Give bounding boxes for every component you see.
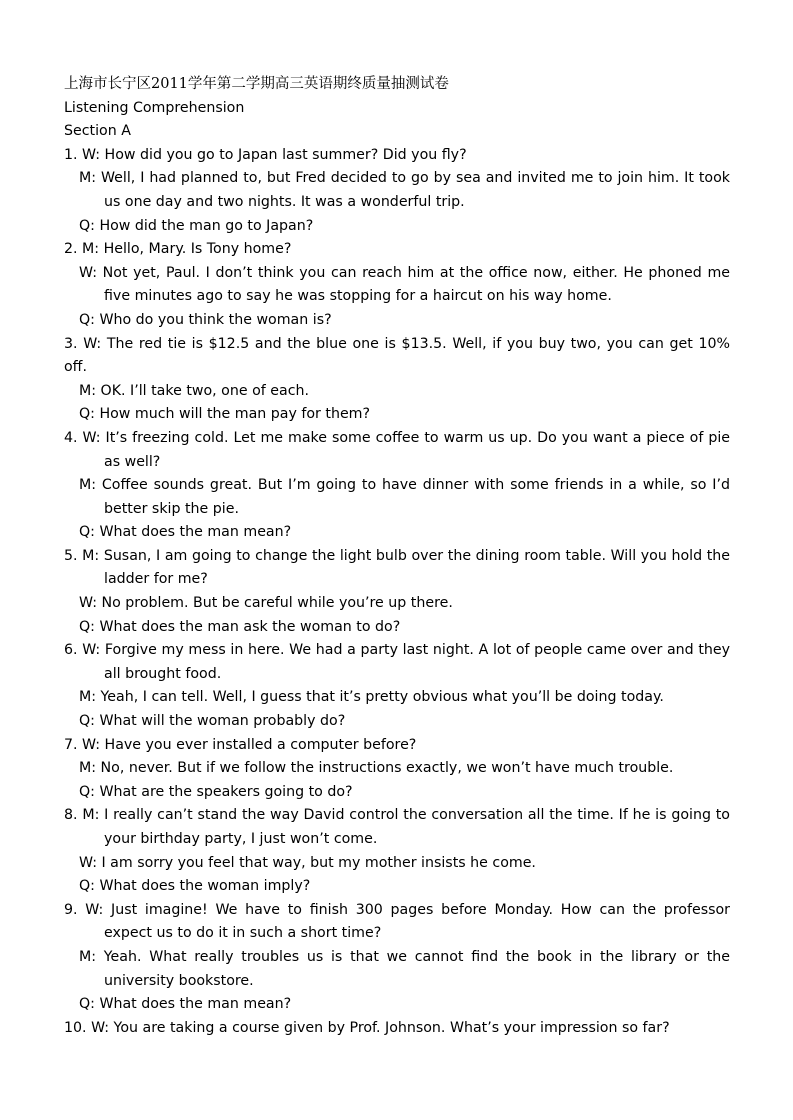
- dialogue-reply: W: Not yet, Paul. I don’t think you can reach him at the office now, either. He phoned me five minutes ago to say he was stopping for a haircut on his way home.: [79, 264, 730, 305]
- dialogue-question: Q: What does the man ask the woman to do?: [79, 618, 401, 635]
- dialogue-question: Q: How much will the man pay for them?: [79, 406, 371, 423]
- dialogue-item: [64, 545, 730, 639]
- dialogue-item: [64, 238, 730, 332]
- dialogue-reply: M: Coffee sounds great. But I’m going to have dinner with some friends in a while, so I’d better skip the pie.: [79, 477, 730, 517]
- dialogue-question: Q: Who do you think the woman is?: [79, 311, 332, 328]
- dialogue-reply: M: No, never. But if we follow the instructions exactly, we won’t have much trouble.: [79, 760, 674, 777]
- dialogue-item: [64, 1017, 730, 1041]
- dialogue-question: Q: What does the man mean?: [79, 996, 292, 1013]
- dialogue-first-line: 8. M: I really can’t stand the way David control the conversation all the time. If he is going to your birthday party, I just won’t come.: [64, 807, 730, 847]
- dialogue-question: Q: What does the man mean?: [79, 524, 292, 541]
- document-page: [64, 73, 730, 1040]
- dialogue-reply: W: No problem. But be careful while you’re up there.: [79, 595, 453, 612]
- dialogue-first-line: 10. W: You are taking a course given by Prof. Johnson. What’s your impression so far?: [64, 1019, 670, 1036]
- dialogue-first-line: 4. W: It’s freezing cold. Let me make some coffee to warm us up. Do you want a piece of pie as well?: [64, 429, 730, 470]
- dialogue-first-line: 7. W: Have you ever installed a computer before?: [64, 736, 417, 753]
- document-title: 上海市长宁区2011学年第二学期高三英语期终质量抽测试卷: [64, 76, 449, 92]
- dialogue-item: [64, 333, 730, 427]
- dialogue-reply: M: Yeah. What really troubles us is that we cannot find the book in the library or the university bookstore.: [79, 948, 730, 989]
- section-heading: Section A: [64, 123, 131, 140]
- part-heading: Listening Comprehension: [64, 99, 245, 116]
- dialogue-first-line: 9. W: Just imagine! We have to finish 300 pages before Monday. How can the professor expect us to do it in such a short time?: [64, 901, 730, 942]
- dialogue-first-line: 1. W: How did you go to Japan last summer? Did you fly?: [64, 146, 467, 163]
- dialogue-question: Q: What are the speakers going to do?: [79, 783, 353, 800]
- dialogue-item: [64, 639, 730, 733]
- dialogue-item: [64, 804, 730, 898]
- dialogue-first-line: 2. M: Hello, Mary. Is Tony home?: [64, 241, 292, 258]
- dialogue-question: Q: How did the man go to Japan?: [79, 217, 314, 234]
- dialogue-first-line: 6. W: Forgive my mess in here. We had a party last night. A lot of people came over and they all brought food.: [64, 642, 730, 682]
- dialogue-reply: M: Well, I had planned to, but Fred decided to go by sea and invited me to join him. It took us one day and two nights. It was a wonderful trip.: [79, 170, 730, 210]
- dialogue-reply: M: OK. I’ll take two, one of each.: [79, 382, 309, 399]
- dialogue-item: [64, 734, 730, 805]
- dialogue-question: Q: What does the woman imply?: [79, 878, 311, 895]
- dialogue-item: [64, 427, 730, 545]
- dialogue-question: Q: What will the woman probably do?: [79, 713, 346, 730]
- dialogue-item: [64, 144, 730, 238]
- dialogue-reply: M: Yeah, I can tell. Well, I guess that it’s pretty obvious what you’ll be doing today.: [79, 689, 664, 706]
- dialogue-reply: W: I am sorry you feel that way, but my mother insists he come.: [79, 854, 536, 871]
- dialogue-first-line: 5. M: Susan, I am going to change the light bulb over the dining room table. Will you hold the ladder for me?: [64, 547, 730, 588]
- dialogue-first-line: 3. W: The red tie is $12.5 and the blue one is $13.5. Well, if you buy two, you can get 10% off.: [64, 335, 730, 376]
- dialogue-item: [64, 899, 730, 1017]
